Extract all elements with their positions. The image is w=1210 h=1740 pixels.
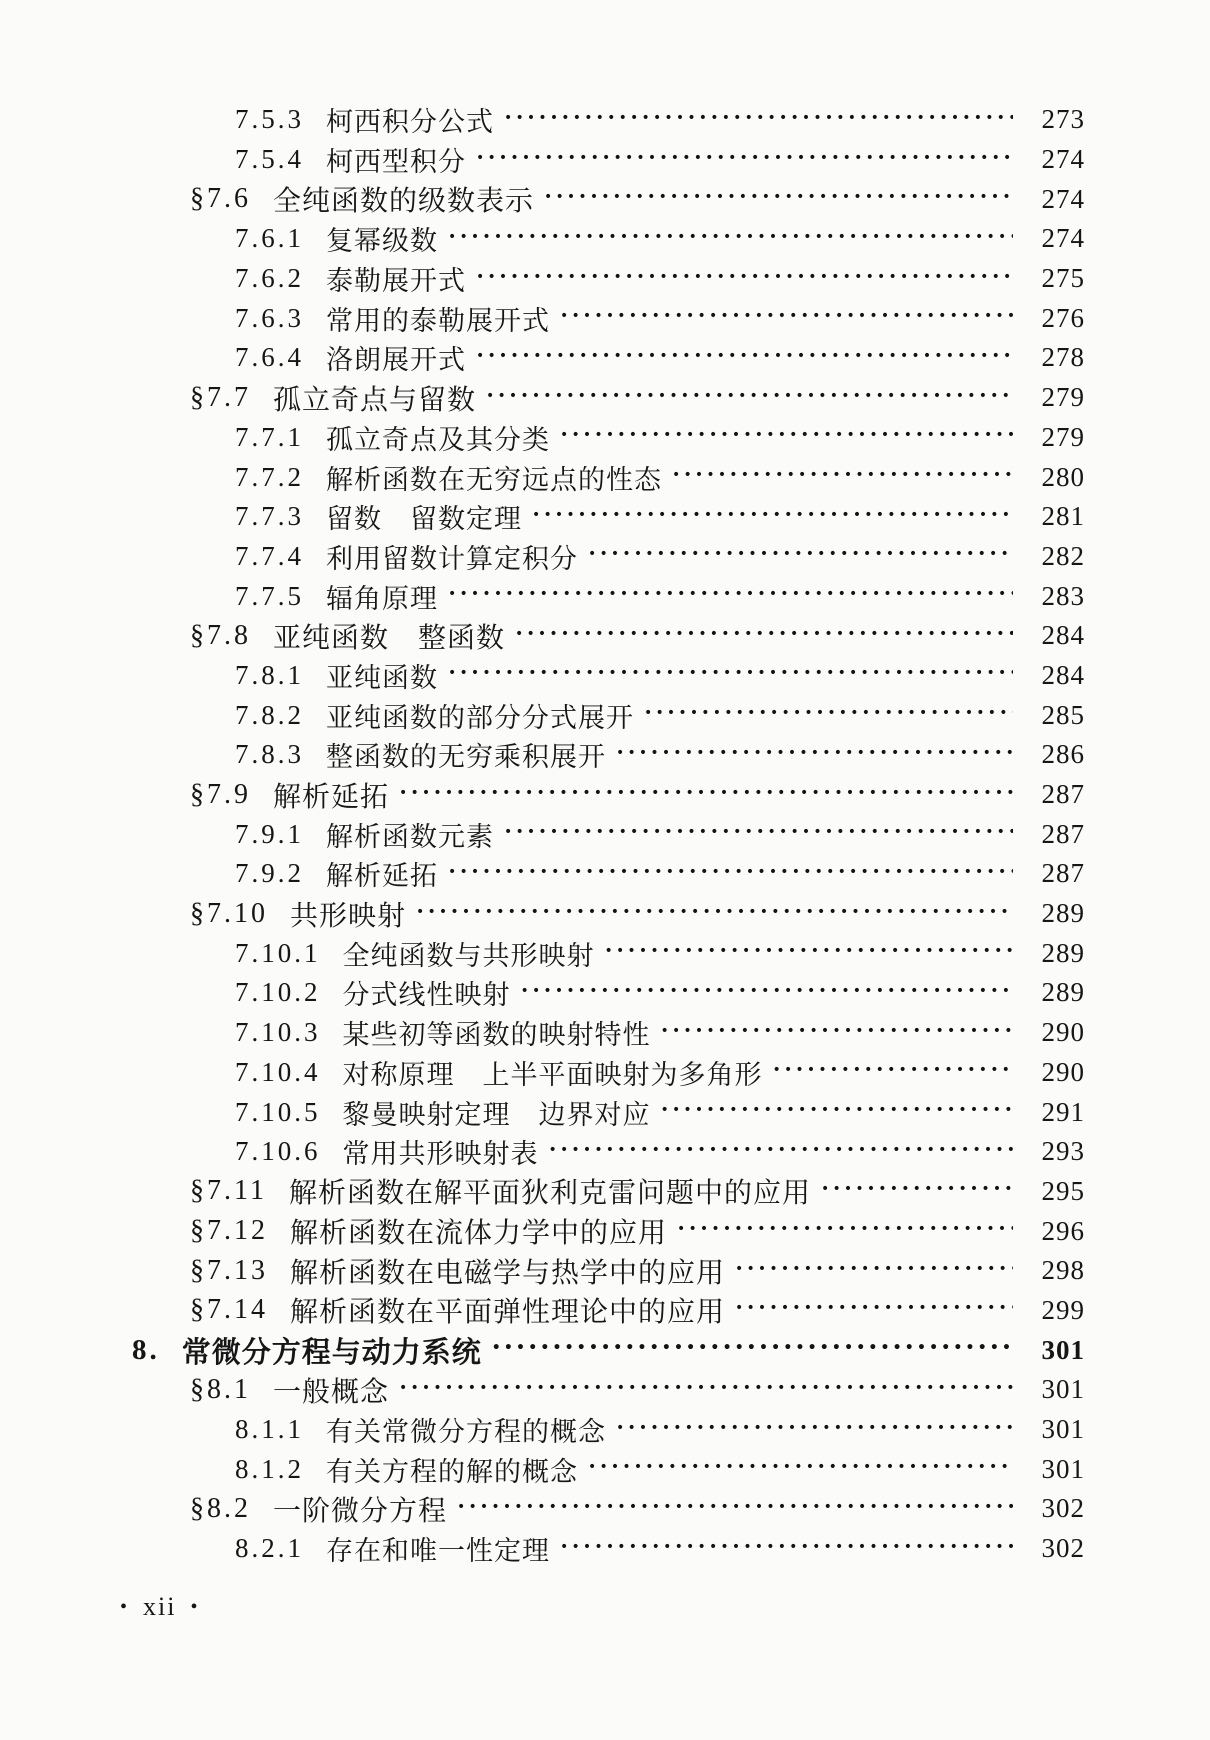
toc-leader-dots (448, 585, 1013, 607)
toc-entry-title: 解析函数在流体力学中的应用 (290, 1218, 668, 1250)
toc-entry-page: 298 (1041, 1255, 1085, 1286)
toc-entry-number: 7.9.1 (235, 818, 304, 849)
toc-leader-dots (448, 863, 1013, 885)
toc-entry (132, 576, 1085, 616)
toc-leader-dots (616, 744, 1013, 766)
toc-entry-page: 286 (1041, 739, 1085, 770)
toc-leader-dots (504, 823, 1013, 845)
toc-entry-number: 7.8.2 (235, 699, 304, 730)
footer-bullet-left-icon: • (120, 1595, 130, 1618)
toc-entry (132, 695, 1085, 735)
toc-entry-title: 辐角原理 (326, 583, 438, 614)
toc-entry-title: 孤立奇点与留数 (273, 384, 477, 416)
toc-entry (132, 179, 1085, 219)
toc-leader-dots (476, 149, 1013, 171)
toc-entry (132, 1132, 1085, 1172)
toc-entry-number: 7.7.5 (235, 580, 304, 611)
toc-entry-title: 解析函数在电磁学与热学中的应用 (290, 1257, 726, 1289)
toc-entry-title: 常微分方程与动力系统 (181, 1336, 482, 1369)
toc-leader-dots (661, 1101, 1014, 1123)
toc-entry-title: 全纯函数的级数表示 (273, 186, 535, 218)
toc-leader-dots (560, 1538, 1013, 1560)
toc-entry-title: 亚纯函数 整函数 (273, 622, 506, 654)
toc-entry (132, 1211, 1085, 1251)
toc-leader-dots (416, 903, 1013, 925)
toc-entry-title: 解析函数在解平面狄利克雷问题中的应用 (288, 1178, 811, 1210)
toc-entry-title: 解析函数元素 (326, 821, 494, 852)
toc-entry-number: §7.12 (190, 1215, 268, 1247)
toc-entry-number: §8.1 (190, 1373, 251, 1405)
toc-entry-number: §7.7 (190, 381, 251, 413)
toc-leader-dots (457, 1498, 1013, 1520)
page-footer (120, 1592, 199, 1622)
toc-entry-number: 7.7.4 (235, 540, 304, 571)
toc-entry-number: 8. (132, 1333, 160, 1366)
toc-leader-dots (504, 109, 1013, 131)
toc-entry-number: 7.10.3 (235, 1017, 321, 1048)
toc-entry-title: 共形映射 (290, 900, 407, 932)
toc-entry-number: 7.7.1 (235, 421, 304, 452)
toc-leader-dots (486, 387, 1013, 409)
toc-entry-page: 280 (1041, 461, 1085, 492)
toc-entry-number: 7.5.4 (235, 144, 304, 175)
toc-entry (132, 1092, 1085, 1132)
toc-entry-number: 7.10.4 (235, 1056, 321, 1087)
toc-leader-dots (448, 664, 1013, 686)
toc-entry-number: 7.9.2 (235, 858, 304, 889)
toc-entry-page: 283 (1041, 580, 1085, 611)
toc-entry-title: 柯西积分公式 (326, 107, 494, 138)
toc-leader-dots (616, 1419, 1013, 1441)
toc-entry (132, 1489, 1085, 1529)
toc-entry-page: 289 (1041, 898, 1085, 929)
toc-entry (132, 854, 1085, 894)
toc-entry-page: 301 (1041, 1414, 1085, 1445)
toc-leader-dots (560, 307, 1013, 329)
toc-entry-page: 282 (1041, 540, 1085, 571)
toc-leader-dots (821, 1180, 1013, 1202)
toc-entry-page: 284 (1041, 620, 1085, 651)
toc-leader-dots (399, 784, 1013, 806)
toc-leader-dots (521, 982, 1014, 1004)
toc-leader-dots (588, 1458, 1013, 1480)
toc-entry-title: 解析函数在平面弹性理论中的应用 (290, 1297, 726, 1329)
toc-leader-dots (476, 347, 1013, 369)
toc-entry-page: 274 (1041, 223, 1085, 254)
toc-entry-title: 复幂级数 (326, 226, 438, 257)
toc-entry-page: 279 (1041, 382, 1085, 413)
toc-entry-page: 293 (1041, 1136, 1085, 1167)
toc-leader-dots (399, 1379, 1013, 1401)
toc-entry-title: 解析延拓 (273, 781, 390, 813)
toc-entry-title: 解析函数在无穷远点的性态 (326, 464, 662, 495)
toc-entry (132, 973, 1085, 1013)
toc-entry-title: 某些初等函数的映射特性 (342, 1020, 651, 1051)
toc-entry (132, 1013, 1085, 1053)
toc-entry-title: 有关方程的解的概念 (326, 1456, 578, 1487)
toc-entry (132, 1370, 1085, 1410)
toc-entry (132, 933, 1085, 973)
toc-entry-page: 285 (1041, 699, 1085, 730)
toc-entry (132, 1251, 1085, 1291)
toc-entry (132, 1330, 1085, 1370)
toc-entry-title: 孤立奇点及其分类 (326, 424, 550, 455)
toc-entry-page: 302 (1041, 1533, 1085, 1564)
toc-entry-number: 7.10.5 (235, 1096, 321, 1127)
toc-entry-number: 7.6.2 (235, 263, 304, 294)
toc-entry-page: 273 (1041, 104, 1085, 135)
toc-leader-dots (677, 1220, 1013, 1242)
toc-entry (132, 219, 1085, 259)
toc-entry-page: 279 (1041, 421, 1085, 452)
toc-entry (132, 418, 1085, 458)
toc-entry-title: 柯西型积分 (326, 147, 466, 178)
toc-leader-dots (515, 625, 1013, 647)
toc-leader-dots (605, 942, 1014, 964)
toc-entry-page: 301 (1041, 1374, 1085, 1405)
toc-entry-title: 全纯函数与共形映射 (342, 940, 595, 971)
toc-entry-number: 7.10.6 (235, 1136, 321, 1167)
toc-entry-number: §7.11 (190, 1175, 267, 1207)
toc-entry (132, 259, 1085, 299)
footer-bullet-right-icon: • (190, 1595, 200, 1618)
toc-entry-page: 287 (1041, 818, 1085, 849)
toc-entry-page: 291 (1041, 1096, 1085, 1127)
toc-entry-number: 7.6.4 (235, 342, 304, 373)
toc-entry-page: 295 (1041, 1175, 1085, 1206)
toc-entry (132, 298, 1085, 338)
toc-entry-number: §8.2 (190, 1492, 251, 1524)
toc-leader-dots (544, 188, 1013, 210)
toc-entry (132, 1410, 1085, 1450)
toc-entry-number: 8.1.2 (235, 1453, 304, 1484)
toc-entry-number: §7.13 (190, 1254, 268, 1286)
toc-leader-dots (476, 268, 1013, 290)
toc-entry-title: 利用留数计算定积分 (326, 543, 578, 574)
toc-entry (132, 497, 1085, 537)
toc-entry-number: §7.10 (190, 897, 268, 929)
toc-entry-number: 7.10.1 (235, 937, 321, 968)
toc-entry-number: 7.5.3 (235, 104, 304, 135)
toc-entry-title: 亚纯函数 (326, 662, 438, 693)
toc-entry-number: 7.8.1 (235, 659, 304, 690)
toc-entry-number: 8.2.1 (235, 1533, 304, 1564)
toc-entry-page: 302 (1041, 1493, 1085, 1524)
toc-entry-page: 299 (1041, 1294, 1085, 1325)
toc-entry-page: 287 (1041, 858, 1085, 889)
toc-leader-dots (644, 704, 1013, 726)
toc-entry-title: 亚纯函数的部分分式展开 (326, 702, 634, 733)
toc-entry-title: 常用共形映射表 (342, 1139, 539, 1170)
toc-entry-page: 276 (1041, 302, 1085, 333)
toc-leader-dots (735, 1260, 1013, 1282)
toc-entry (132, 735, 1085, 775)
toc-entry-page: 274 (1041, 144, 1085, 175)
toc-entry-number: 7.6.1 (235, 223, 304, 254)
toc-entry-title: 存在和唯一性定理 (326, 1536, 550, 1567)
toc-leader-dots (560, 426, 1013, 448)
toc-entry-number: §7.8 (190, 619, 251, 651)
toc-entry-title: 泰勒展开式 (326, 266, 466, 297)
toc-entry-page: 296 (1041, 1215, 1085, 1246)
toc-leader-dots (735, 1299, 1013, 1321)
toc-entry-title: 有关常微分方程的概念 (326, 1417, 606, 1448)
toc-entry-number: 7.10.2 (235, 977, 321, 1008)
toc-entry-title: 洛朗展开式 (326, 345, 466, 376)
toc-entry-page: 290 (1041, 1056, 1085, 1087)
toc-entry-title: 留数 留数定理 (326, 504, 522, 535)
toc-entry-title: 一般概念 (273, 1376, 390, 1408)
toc-entry-page: 290 (1041, 1017, 1085, 1048)
toc-entry-title: 一阶微分方程 (273, 1495, 448, 1527)
toc-entry (132, 140, 1085, 180)
toc-list (132, 100, 1085, 1568)
toc-leader-dots (492, 1339, 1013, 1361)
toc-entry (132, 378, 1085, 418)
toc-entry (132, 100, 1085, 140)
toc-entry-number: 7.8.3 (235, 739, 304, 770)
toc-entry (132, 814, 1085, 854)
toc-entry-number: 7.7.2 (235, 461, 304, 492)
toc-entry-title: 对称原理 上半平面映射为多角形 (342, 1059, 763, 1090)
toc-entry (132, 1449, 1085, 1489)
toc-entry (132, 537, 1085, 577)
toc-entry (132, 1053, 1085, 1093)
toc-entry-page: 278 (1041, 342, 1085, 373)
toc-entry-page: 284 (1041, 659, 1085, 690)
toc-entry-number: §7.14 (190, 1294, 268, 1326)
toc-entry-number: §7.6 (190, 183, 251, 215)
toc-entry-page: 289 (1041, 977, 1085, 1008)
toc-entry-number: 7.7.3 (235, 501, 304, 532)
toc-entry (132, 616, 1085, 656)
toc-leader-dots (773, 1061, 1014, 1083)
toc-leader-dots (672, 466, 1013, 488)
toc-entry (132, 894, 1085, 934)
toc-entry (132, 656, 1085, 696)
toc-entry-page: 289 (1041, 937, 1085, 968)
toc-entry (132, 1291, 1085, 1331)
toc-leader-dots (448, 228, 1013, 250)
toc-entry-title: 整函数的无穷乘积展开 (326, 742, 606, 773)
toc-leader-dots (549, 1141, 1014, 1163)
toc-entry-page: 281 (1041, 501, 1085, 532)
toc-leader-dots (661, 1022, 1014, 1044)
toc-entry-page: 287 (1041, 779, 1085, 810)
toc-leader-dots (532, 506, 1013, 528)
toc-entry-page: 274 (1041, 183, 1085, 214)
toc-entry (132, 1529, 1085, 1569)
footer-page-number: xii (143, 1592, 177, 1621)
toc-entry-title: 黎曼映射定理 边界对应 (342, 1099, 651, 1130)
toc-entry-title: 分式线性映射 (342, 980, 511, 1011)
toc-entry-number: §7.9 (190, 778, 251, 810)
toc-leader-dots (588, 545, 1013, 567)
toc-entry-page: 301 (1041, 1453, 1085, 1484)
toc-entry-title: 常用的泰勒展开式 (326, 305, 550, 336)
toc-entry (132, 338, 1085, 378)
toc-entry-title: 解析延拓 (326, 861, 438, 892)
toc-entry-page: 275 (1041, 263, 1085, 294)
toc-entry-number: 7.6.3 (235, 302, 304, 333)
toc-entry (132, 775, 1085, 815)
toc-entry-number: 8.1.1 (235, 1414, 304, 1445)
toc-entry-page: 301 (1041, 1334, 1085, 1365)
toc-entry (132, 1172, 1085, 1212)
toc-entry (132, 457, 1085, 497)
